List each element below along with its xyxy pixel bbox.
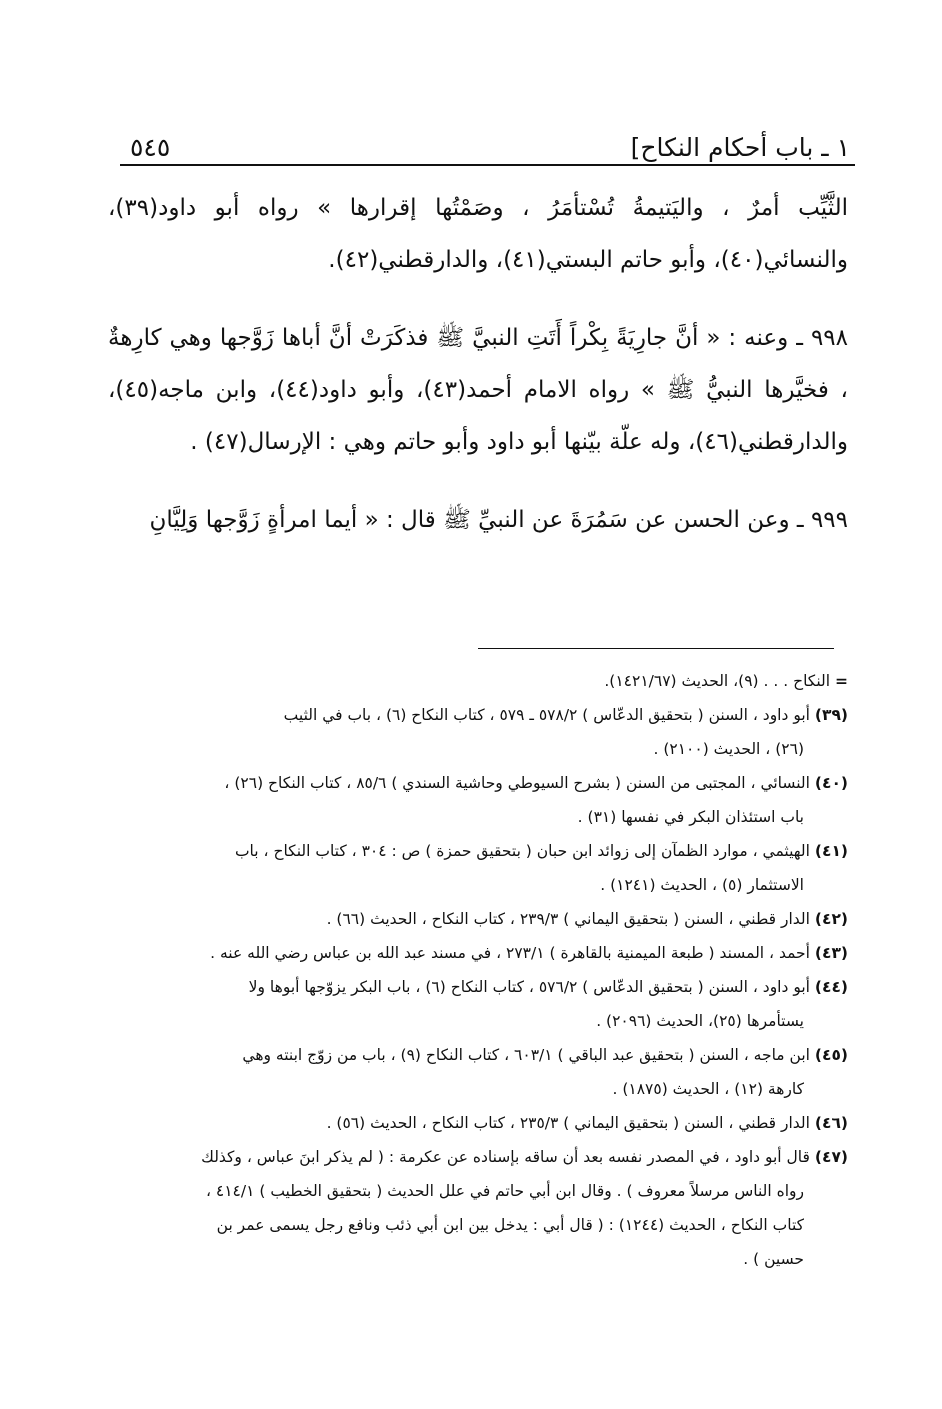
main-text: [108, 182, 848, 546]
footnote-text-continued: حسين ) .: [743, 1250, 804, 1268]
footnote-text: أبو داود ، السنن ( بتحقيق الدعّاس ) ٥٧٦/٢ ، كتاب النكاح (٦) ، باب البكر يزوّجها أبوها ولا: [248, 978, 810, 996]
footnote-text-continued: (٢٦) ، الحديث (٢١٠٠) .: [653, 740, 804, 758]
footnote-number: (٤٥): [814, 1046, 848, 1064]
footnote-number: (٤٧): [814, 1148, 848, 1166]
page-number: ٥٤٥: [130, 133, 171, 162]
footnote-47: [108, 1140, 848, 1276]
footnote-text: النكاح . . . (٩)، الحديث (١٤٢١/٦٧).: [604, 672, 831, 690]
footnote-text-continued: باب استئذان البكر في نفسها (٣١) .: [577, 808, 804, 826]
footnote-44: [108, 970, 848, 1038]
footnote-number: (٤٢): [814, 910, 848, 928]
footnote-number: (٤٤): [814, 978, 848, 996]
footnote-text-continued: كتاب النكاح ، الحديث (١٢٤٤) : ( قال أبي : يدخل بين ابن أبي ذئب ونافع رجل يسمى عمر بن: [216, 1216, 804, 1234]
footnote-text: ابن ماجه ، السنن ( بتحقيق عبد الباقي ) ٦٠٣/١ ، كتاب النكاح (٩) ، باب من زوّج ابنته وهي: [242, 1046, 810, 1064]
running-header: [130, 118, 850, 162]
paragraph-hadith-998: ٩٩٨ ـ وعنه : « أنَّ جارِيَةً بِكْراً أَتَتِ النبيَّ ﷺ فذكَرَتْ أنَّ أباها زَوَّجها وهي كارِهةٌ ، فخيَّرها النبيُّ ﷺ » رواه الامام أحمد(٤٣)، وأبو داود(٤٤)، وابن ماجه(٤٥)، والدارقطني(٤٦)، وله علّة بيّنها أبو داود وأبو حاتم وهي : الإرسال(٤٧) .: [108, 325, 848, 455]
footnote-text-continued: رواه الناس مرسلاً معروف ) . وقال ابن أبي حاتم في علل الحديث ( بتحقيق الخطيب ) ٤١٤/١ ،: [205, 1182, 804, 1200]
footnote-text: أحمد ، المسند ( طبعة الميمنية بالقاهرة ) ٢٧٣/١ ، في مسند عبد الله بن عباس رضي الله عنه .: [210, 944, 810, 962]
footnote-39: [108, 698, 848, 766]
footnote-number: =: [835, 672, 848, 690]
footnote-continued: [108, 664, 848, 698]
footnote-number: (٤٣): [814, 944, 848, 962]
paragraph-hadith-999: ٩٩٩ ـ وعن الحسن عن سَمُرَةَ عن النبيِّ ﷺ قال : « أيما امرأةٍ زَوَّجها وَلِيَّانِ: [149, 507, 848, 533]
footnote-41: [108, 834, 848, 902]
footnote-text-continued: الاستثمار (٥) ، الحديث (١٢٤١) .: [600, 876, 804, 894]
footnote-46: [108, 1106, 848, 1140]
footnote-text-continued: يستأمرها (٢٥)، الحديث (٢٠٩٦) .: [596, 1012, 804, 1030]
footnote-number: (٤٦): [814, 1114, 848, 1132]
footnote-text: أبو داود ، السنن ( بتحقيق الدعّاس ) ٥٧٨/٢ ـ ٥٧٩ ، كتاب النكاح (٦) ، باب في الثيب: [283, 706, 810, 724]
chapter-title: ١ ـ باب أحكام النكاح]: [630, 133, 850, 162]
footnote-text: الهيثمي ، موارد الظمآن إلى زوائد ابن حبان ( بتحقيق حمزة ) ص : ٣٠٤ ، كتاب النكاح ، باب: [234, 842, 810, 860]
footnotes: [108, 664, 848, 1276]
footnote-number: (٤١): [814, 842, 848, 860]
footnote-text-continued: كارهة (١٢) ، الحديث (١٨٧٥) .: [612, 1080, 804, 1098]
footnote-number: (٣٩): [814, 706, 848, 724]
footnote-40: [108, 766, 848, 834]
footnote-text: النسائي ، المجتبى من السنن ( بشرح السيوطي وحاشية السندي ) ٨٥/٦ ، كتاب النكاح (٢٦) ،: [224, 774, 810, 792]
footnote-45: [108, 1038, 848, 1106]
footnote-divider: [478, 648, 834, 649]
paragraph-hadith-997-end: الثَّيِّب أمرٌ ، واليَتيمةُ تُسْتأمَرُ ، وصَمْتُها إقرارها » رواه أبو داود(٣٩)، والنسائي(٤٠)، وأبو حاتم البستي(٤١)، والدارقطني(٤٢).: [108, 195, 848, 273]
footnote-text: الدار قطني ، السنن ( بتحقيق اليماني ) ٢٣٩/٣ ، كتاب النكاح ، الحديث (٦٦) .: [326, 910, 810, 928]
footnote-number: (٤٠): [814, 774, 848, 792]
header-divider: [120, 164, 855, 166]
footnote-43: [108, 936, 848, 970]
footnote-42: [108, 902, 848, 936]
footnote-text: الدار قطني ، السنن ( بتحقيق اليماني ) ٢٣٥/٣ ، كتاب النكاح ، الحديث (٥٦) .: [326, 1114, 810, 1132]
footnote-text: قال أبو داود ، في المصدر نفسه بعد أن ساقه بإسناده عن عكرمة : ( لم يذكر ابنَ عباس ، وكذلك: [201, 1148, 810, 1166]
